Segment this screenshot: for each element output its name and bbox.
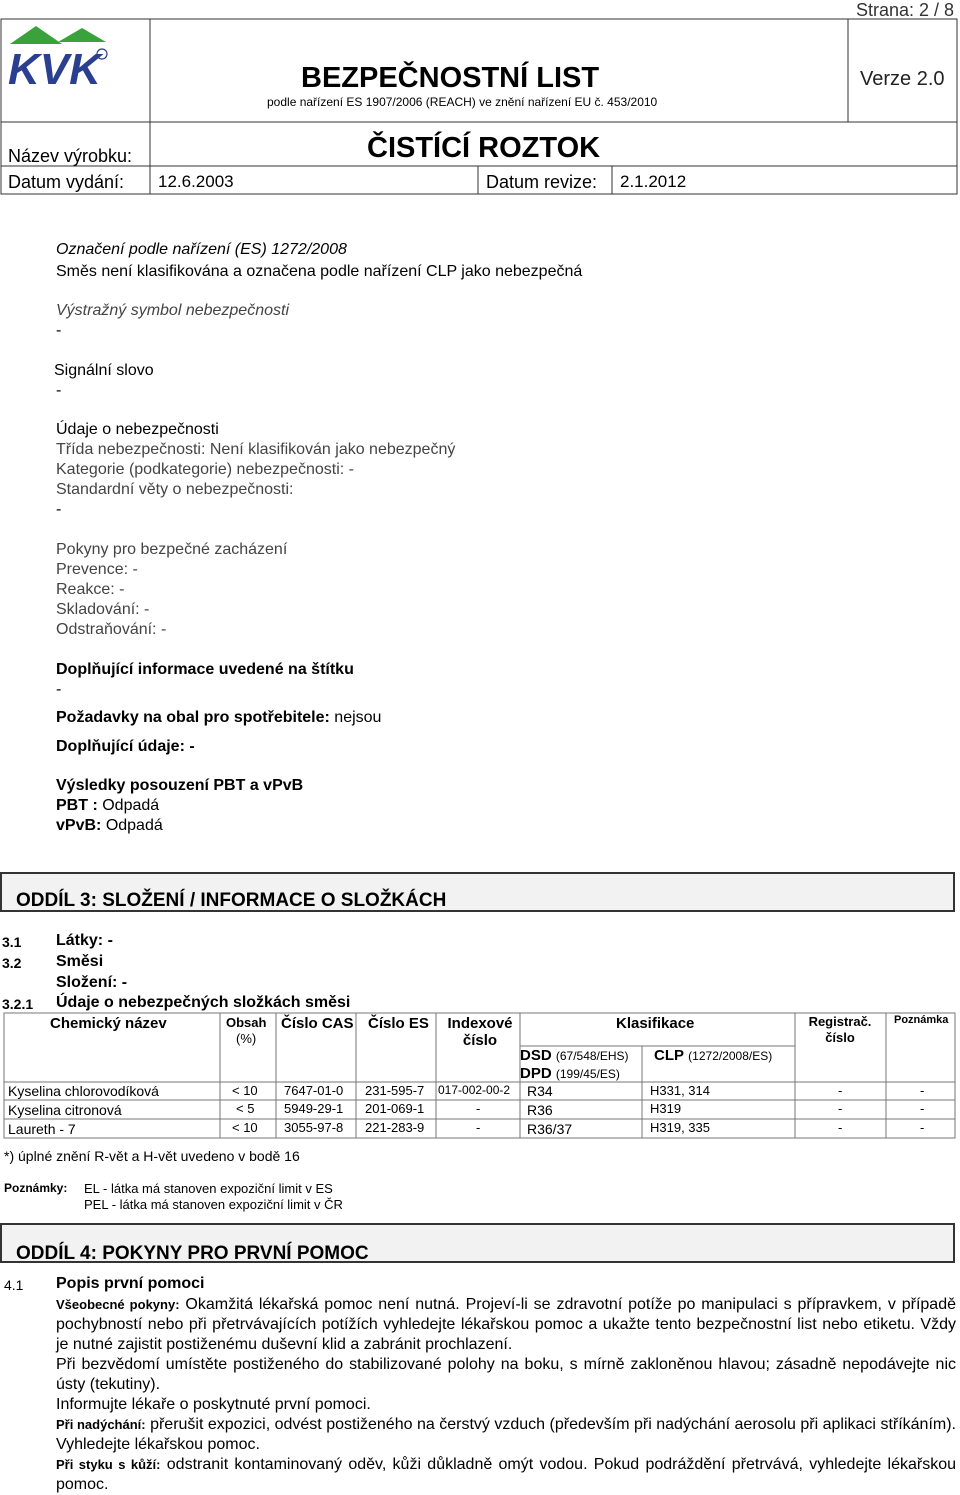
th-note: Poznámka <box>894 1014 949 1026</box>
vpvb-value: Odpadá <box>105 817 163 834</box>
cell-index: - <box>476 1120 481 1135</box>
pbt-line <box>56 797 159 815</box>
revision-date: 2.1.2012 <box>620 172 687 191</box>
table-footnote: *) úplné znění R-vět a H-vět uvedeno v bodě 16 <box>4 1148 300 1164</box>
th-name: Chemický název <box>50 1015 167 1032</box>
cell-reg: - <box>838 1083 843 1098</box>
th-dpd-ref: (199/45/ES) <box>555 1067 620 1081</box>
response: Reakce: - <box>56 581 125 598</box>
notes-label: Poznámky: <box>4 1181 68 1195</box>
extra-info-value: - <box>56 681 62 698</box>
cell-content: < 10 <box>232 1083 258 1098</box>
cell-content: < 10 <box>232 1120 258 1135</box>
issue-date: 12.6.2003 <box>158 172 234 191</box>
note-pel: PEL - látka má stanoven expoziční limit v ČR <box>84 1197 343 1212</box>
cell-es: 201-069-1 <box>365 1101 425 1116</box>
cell-note: - <box>920 1083 925 1098</box>
n32: 3.2 <box>2 955 22 971</box>
section3-title: ODDÍL 3: SLOŽENÍ / INFORMACE O SLOŽKÁCH <box>16 890 447 911</box>
page-number: Strana: 2 / 8 <box>855 0 954 20</box>
cell-dsd: R36/37 <box>527 1121 573 1137</box>
revision-label: Datum revize: <box>486 172 598 192</box>
product-name: ČISTÍCÍ ROZTOK <box>367 132 601 164</box>
section3-banner <box>0 872 955 912</box>
hazard-category: Kategorie (podkategorie) nebezpečnosti: - <box>56 461 354 478</box>
cell-cas: 7647-01-0 <box>284 1083 344 1098</box>
cell-reg: - <box>838 1101 843 1116</box>
additional-label: Doplňující údaje: - <box>56 738 195 755</box>
cell-name: Kyselina chlorovodíková <box>8 1083 159 1099</box>
issue-label: Datum vydání: <box>8 172 125 192</box>
hazard-class: Třída nebezpečnosti: Není klasifikován jako nebezpečný <box>56 441 456 458</box>
th-dsd-ref: (67/548/EHS) <box>555 1049 629 1063</box>
symbol-value: - <box>56 322 62 339</box>
packaging-line <box>56 709 381 727</box>
skin-paragraph <box>56 1455 956 1495</box>
cell-es: 221-283-9 <box>365 1120 425 1135</box>
hazard-statements: Standardní věty o nebezpečnosti: <box>56 481 294 498</box>
th-reg: Registrač. číslo <box>808 1014 872 1045</box>
vpvb-line <box>56 817 163 835</box>
cell-content: < 5 <box>236 1101 255 1116</box>
cell-cas: 5949-29-1 <box>284 1101 344 1116</box>
hazard-heading: Údaje o nebezpečnosti <box>56 421 219 438</box>
clp-note: Směs není klasifikována a označena podle nařízení CLP jako nebezpečná <box>56 263 583 280</box>
kvk-logo-icon <box>6 22 146 96</box>
composition: Složení: - <box>56 974 128 991</box>
th-dsd: DSD <box>520 1047 552 1064</box>
unconscious-paragraph: Při bezvědomí umístěte postiženého do stabilizované polohy na boku, s mírně zakloněnou hlavou; zásadně nepodávejte nic ústy (tekutiny). <box>56 1356 956 1393</box>
packaging-value: nejsou <box>334 709 382 726</box>
pbt-heading: Výsledky posouzení PBT a vPvB <box>56 777 304 794</box>
th-clp-line <box>654 1047 772 1064</box>
th-index: Indexové číslo <box>447 1015 513 1049</box>
cell-name: Laureth - 7 <box>8 1121 76 1137</box>
n31: 3.1 <box>2 934 22 950</box>
cell-note: - <box>920 1120 925 1135</box>
precaution-heading: Pokyny pro bezpečné zacházení <box>56 541 288 558</box>
skin-text: odstranit kontaminovaný oděv, kůži důkladně omýt vodou. Pokud podráždění přetrvává, vyhledejte lékařskou pomoc. <box>56 1456 957 1493</box>
version: Verze 2.0 <box>860 68 945 90</box>
logo-text: KVK <box>8 45 101 94</box>
th-content: Obsah <box>226 1015 267 1030</box>
labeling-heading: Označení podle nařízení (ES) 1272/2008 <box>56 241 347 258</box>
document-subtitle: podle nařízení ES 1907/2006 (REACH) ve znění nařízení EU č. 453/2010 <box>267 95 658 109</box>
section4-banner <box>0 1223 955 1263</box>
inhalation-text: přerušit expozici, odvést postiženého na čerstvý vzduch (především při nadýchání aerosolu při aplikaci stříkáním). Vyhledejte lékařskou pomoc. <box>56 1416 957 1453</box>
note-el: EL - látka má stanoven expoziční limit v ES <box>84 1181 333 1196</box>
inhalation-paragraph <box>56 1415 956 1455</box>
cell-cas: 3055-97-8 <box>284 1120 344 1135</box>
signal-label: Signální slovo <box>54 362 154 379</box>
hazardous-components: Údaje o nebezpečných složkách směsi <box>56 994 351 1011</box>
cell-name: Kyselina citronová <box>8 1102 122 1118</box>
kvk-logo <box>6 22 146 96</box>
pbt-label: PBT : <box>56 797 98 814</box>
n321: 3.2.1 <box>2 996 34 1012</box>
cell-es: 231-595-7 <box>365 1083 425 1098</box>
th-es: Číslo ES <box>368 1015 429 1032</box>
symbol-label: Výstražný symbol nebezpečnosti <box>56 302 289 319</box>
disposal: Odstraňování: - <box>56 621 167 638</box>
inform-paragraph: Informujte lékaře o poskytnuté první pomoci. <box>56 1396 371 1413</box>
cell-index: - <box>476 1101 481 1116</box>
general-text: Okamžitá lékařská pomoc není nutná. Projeví-li se zdravotní potíže po manipulaci s přípravkem, v případě pochybností nebo při přetrvávajících potížích vyhledejte lékařskou pomoc a ukažte tento bezpečnostní list nebo etiketu. Vždy je nutné zajistit postiženému duševní klid a zabránit prochlazení. <box>56 1296 956 1353</box>
document-title: BEZPEČNOSTNÍ LIST <box>301 62 600 94</box>
cell-clp: H319 <box>650 1101 682 1116</box>
th-dpd-line <box>520 1065 620 1082</box>
hazard-statements-value: - <box>56 501 62 518</box>
cell-index: 017-002-00-2 <box>438 1083 511 1097</box>
skin-label: Při styku s kůží: <box>56 1457 161 1472</box>
vpvb-label: vPvB: <box>56 817 102 834</box>
mixtures: Směsi <box>56 953 104 970</box>
cell-dsd: R36 <box>527 1102 553 1118</box>
section4-title: ODDÍL 4: POKYNY PRO PRVNÍ POMOC <box>16 1243 369 1264</box>
signal-value: - <box>56 382 62 399</box>
th-dsd-line <box>520 1047 629 1064</box>
th-cas: Číslo CAS <box>281 1015 354 1032</box>
cell-note: - <box>920 1101 925 1116</box>
storage: Skladování: - <box>56 601 150 618</box>
inhalation-label: Při nadýchání: <box>56 1417 146 1432</box>
cell-dsd: R34 <box>527 1083 553 1099</box>
cell-clp: H319, 335 <box>650 1120 710 1135</box>
th-clp-ref: (1272/2008/ES) <box>688 1049 773 1063</box>
cell-reg: - <box>838 1120 843 1135</box>
substances: Látky: - <box>56 932 113 949</box>
n41: 4.1 <box>4 1277 24 1293</box>
general-label: Všeobecné pokyny: <box>56 1297 180 1312</box>
th-dpd: DPD <box>520 1065 552 1082</box>
packaging-label: Požadavky na obal pro spotřebitele: <box>56 709 330 726</box>
first-aid-heading: Popis první pomoci <box>56 1275 205 1292</box>
general-paragraph <box>56 1295 956 1355</box>
prevention: Prevence: - <box>56 561 138 578</box>
th-classification: Klasifikace <box>616 1015 695 1032</box>
extra-info-label: Doplňující informace uvedené na štítku <box>56 661 354 678</box>
th-clp: CLP <box>654 1047 684 1064</box>
pbt-value: Odpadá <box>102 797 160 814</box>
th-content-unit: (%) <box>236 1031 257 1046</box>
cell-clp: H331, 314 <box>650 1083 710 1098</box>
product-label: Název výrobku: <box>8 146 133 166</box>
